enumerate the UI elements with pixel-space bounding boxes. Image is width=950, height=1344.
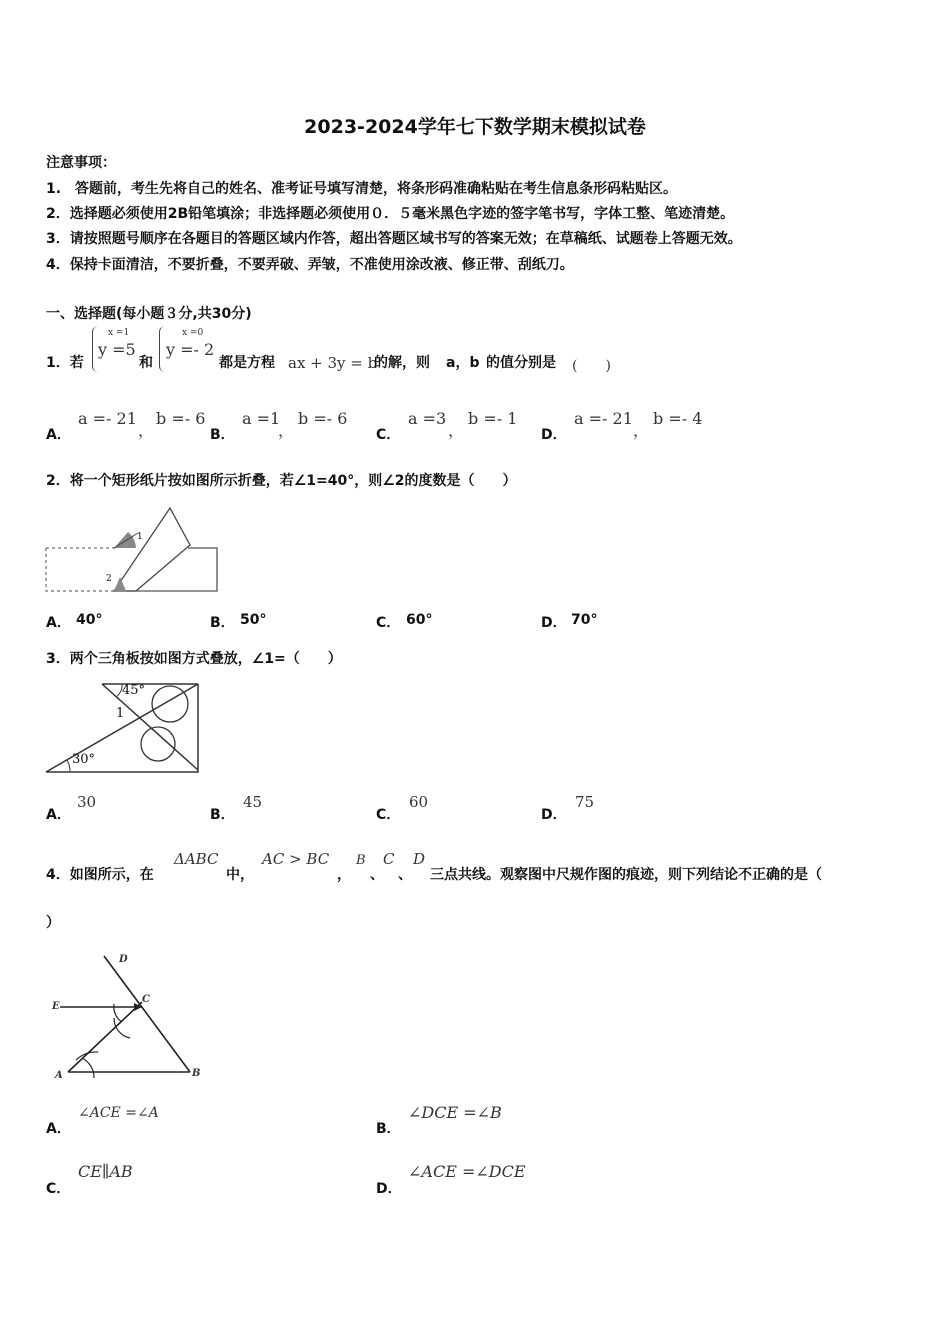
q1-option-b-sep: ，	[278, 421, 295, 440]
q1-option-c-label[interactable]: C．	[376, 427, 401, 443]
q4-option-c-value: CE∥AB	[78, 1162, 133, 1181]
q3-angle1-label: 1	[116, 706, 125, 721]
q4-triangle: ΔABC	[174, 850, 219, 868]
q1-option-d-label[interactable]: D．	[541, 427, 567, 443]
q1-option-a-v1: a =- 21	[78, 409, 137, 428]
q1-option-b-label[interactable]: B．	[210, 427, 235, 443]
q3-option-c-label[interactable]: C．	[376, 807, 401, 823]
q4-option-a-label[interactable]: A．	[46, 1121, 71, 1137]
q1-option-d-v2: b =- 4	[653, 409, 703, 428]
q1-and: 和	[139, 355, 153, 371]
q4-figure-label-c: C	[142, 994, 150, 1005]
q4-option-a-value: ∠ACE =∠A	[78, 1105, 159, 1121]
q1-option-d-sep: ，	[633, 421, 650, 440]
note-item: 4．保持卡面清洁，不要折叠，不要弄破、弄皱，不准使用涂改液、修正带、刮纸刀。	[46, 257, 574, 273]
note-item: 3．请按照题号顺序在各题目的答题区域内作答，超出答题区域书写的答案无效；在草稿纸、试题卷上答题无效。	[46, 231, 742, 247]
note-item: 1. 答题前，考生先将自己的姓名、准考证号填写清楚，将条形码准确粘贴在考生信息条形码粘贴区。	[46, 181, 678, 197]
q1-option-b-v2: b =- 6	[298, 409, 348, 428]
q1-number: 1．若	[46, 355, 84, 371]
q1-text-end: 的值分别是	[486, 355, 556, 371]
q2-text: 2．将一个矩形纸片按如图所示折叠，若∠1=40°，则∠2的度数是（ ）	[46, 473, 517, 489]
q4-dun1: 、	[370, 867, 384, 883]
q1-text-tail: 的解，则	[374, 355, 430, 371]
page-title: 2023-2024学年七下数学期末模拟试卷	[304, 116, 646, 138]
q3-option-b-label[interactable]: B．	[210, 807, 235, 823]
q4-number: 4．如图所示，在	[46, 867, 154, 883]
q3-option-b-value: 45	[243, 793, 263, 811]
q3-option-d-label[interactable]: D．	[541, 807, 567, 823]
notes-heading: 注意事项：	[46, 155, 116, 171]
q2-option-c-label[interactable]: C．	[376, 615, 401, 631]
q2-angle1-label: 1	[137, 532, 143, 542]
q4-option-d-value: ∠ACE =∠DCE	[408, 1162, 526, 1181]
q3-angle30-label: 30°	[72, 752, 96, 767]
note-item: 2．选择题必须使用2B铅笔填涂；非选择题必须使用０．５毫米黑色字迹的签字笔书写，字体工整、笔迹清楚。	[46, 206, 735, 222]
q1-option-c-v1: a =3	[408, 409, 447, 428]
q3-angle45-label: 45°	[122, 683, 146, 698]
q1-option-c-v2: b =- 1	[468, 409, 518, 428]
q1-option-a-v2: b =- 6	[156, 409, 206, 428]
q1-text-mid: 都是方程	[219, 355, 275, 371]
q1-paren: ( )	[572, 358, 611, 374]
q2-angle2-label: 2	[106, 574, 112, 584]
q2-option-d-label[interactable]: D．	[541, 615, 567, 631]
q4-figure-label-d: D	[119, 954, 128, 965]
q3-text: 3．两个三角板按如图方式叠放，∠1=（ ）	[46, 651, 342, 667]
q1-system1-top: x =1	[108, 328, 130, 338]
q4-figure-label-e: E	[52, 1001, 60, 1012]
q2-option-d-value: 70°	[571, 612, 598, 628]
q2-option-a-value: 40°	[76, 612, 103, 628]
q4-option-b-label[interactable]: B．	[376, 1121, 401, 1137]
q4-construction-figure	[50, 952, 210, 1084]
q1-option-a-sep: ，	[138, 421, 155, 440]
q4-option-c-label[interactable]: C．	[46, 1181, 71, 1197]
q4-comma: ，	[337, 867, 351, 883]
q3-option-c-value: 60	[409, 793, 429, 811]
q4-zhong: 中，	[226, 867, 254, 883]
q4-option-b-value: ∠DCE =∠B	[408, 1103, 502, 1122]
q1-system2-top: x =0	[182, 328, 204, 338]
section-heading: 一、选择题(每小题３分,共30分)	[46, 306, 252, 322]
q1-option-b-v1: a =1	[242, 409, 281, 428]
q2-option-a-label[interactable]: A．	[46, 615, 71, 631]
q4-text-tail: 三点共线。观察图中尺规作图的痕迹，则下列结论不正确的是（	[430, 867, 822, 883]
q1-system2-brace	[159, 326, 166, 372]
q1-option-a-label[interactable]: A．	[46, 427, 71, 443]
q1-option-c-sep: ，	[448, 421, 465, 440]
q4-point-c: C	[383, 850, 395, 868]
q4-close-paren: ）	[46, 915, 60, 931]
q3-option-a-label[interactable]: A．	[46, 807, 71, 823]
q4-point-d: D	[413, 850, 426, 868]
q3-option-a-value: 30	[77, 793, 97, 811]
q4-inequality: AC > BC	[262, 850, 330, 868]
q2-option-b-value: 50°	[240, 612, 267, 628]
q4-figure-label-b: B	[192, 1068, 201, 1079]
q4-figure-label-a: A	[55, 1070, 63, 1081]
q4-dun2: 、	[398, 867, 412, 883]
q4-point-b: B	[356, 853, 366, 868]
q1-equation: ax + 3y = b	[288, 354, 378, 372]
q1-system1-bottom: y =5	[98, 340, 136, 359]
q2-fold-figure	[46, 505, 221, 597]
q2-option-c-value: 60°	[406, 612, 433, 628]
q1-ab: a，b	[446, 355, 480, 371]
q2-option-b-label[interactable]: B．	[210, 615, 235, 631]
q1-option-d-v1: a =- 21	[574, 409, 633, 428]
q4-option-d-label[interactable]: D．	[376, 1181, 402, 1197]
q1-system2-bottom: y =- 2	[166, 340, 215, 359]
q3-option-d-value: 75	[575, 793, 595, 811]
